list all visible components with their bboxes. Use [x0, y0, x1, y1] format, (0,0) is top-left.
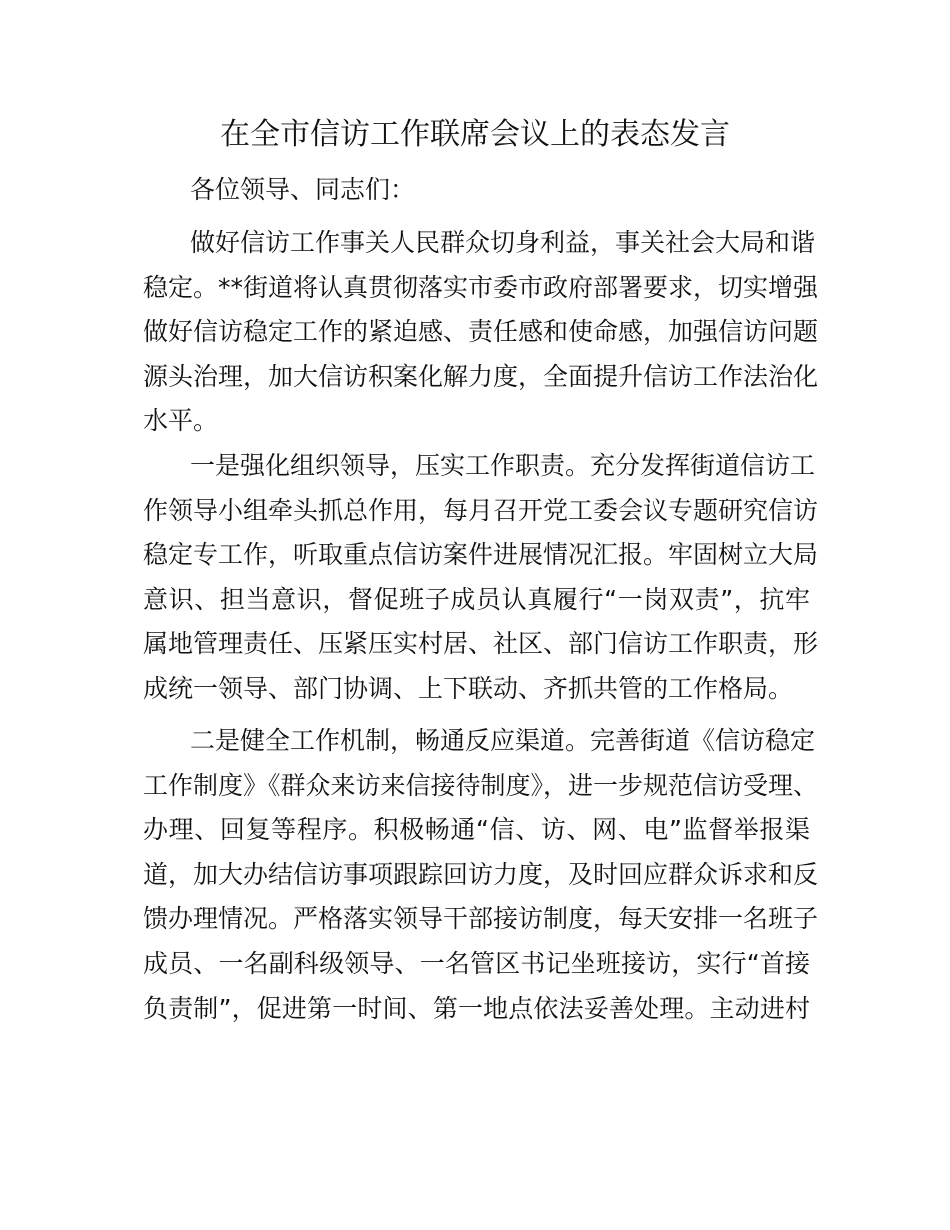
paragraph-2-line: 一是强化组织领导，压实工作职责。充分发挥街道信访工	[190, 451, 816, 480]
paragraph-1-line: 做好信访工作事关人民群众切身利益，事关社会大局和谐	[190, 228, 816, 257]
paragraph-3-line: 工作制度》《群众来访来信接待制度》，进一步规范信访受理、	[143, 770, 819, 800]
paragraph-3-line: 负责制”，促进第一时间、第一地点依法妥善处理。主动进村	[143, 993, 810, 1023]
paragraph-2-line: 成统一领导、部门协调、上下联动、齐抓共管的工作格局。	[143, 674, 794, 703]
paragraph-1-line: 稳定。**街道将认真贯彻落实市委市政府部署要求，切实增强	[143, 272, 819, 302]
paragraph-1-line: 水平。	[143, 406, 219, 436]
paragraph-2-line: 属地管理责任、压紧压实村居、社区、部门信访工作职责，形	[143, 629, 819, 659]
paragraph-3-line: 馈办理情况。严格落实领导干部接访制度，每天安排一名班子	[143, 904, 819, 934]
paragraph-3-line: 道，加大办结信访事项跟踪回访力度，及时回应群众诉求和反	[143, 859, 819, 889]
document-title: 在全市信访工作联席会议上的表态发言	[220, 117, 730, 152]
paragraph-3-line: 成员、一名副科级领导、一名管区书记坐班接访，实行“首接	[143, 949, 810, 978]
paragraph-1-line: 源头治理，加大信访积案化解力度，全面提升信访工作法治化	[143, 361, 819, 391]
paragraph-2-line: 作领导小组牵头抓总作用，每月召开党工委会议专题研究信访	[143, 495, 819, 525]
paragraph-3-line: 二是健全工作机制，畅通反应渠道。完善街道《信访稳定	[190, 726, 816, 755]
greeting: 各位领导、同志们：	[190, 175, 416, 204]
paragraph-1-line: 做好信访稳定工作的紧迫感、责任感和使命感，加强信访问题	[143, 317, 819, 347]
paragraph-2-line: 意识、担当意识，督促班子成员认真履行“一岗双责”，抗牢	[143, 584, 810, 614]
paragraph-3-line: 办理、回复等程序。积极畅通“信、访、网、电”监督举报渠	[143, 815, 810, 845]
paragraph-2-line: 稳定专工作，听取重点信访案件进展情况汇报。牢固树立大局	[143, 540, 819, 570]
